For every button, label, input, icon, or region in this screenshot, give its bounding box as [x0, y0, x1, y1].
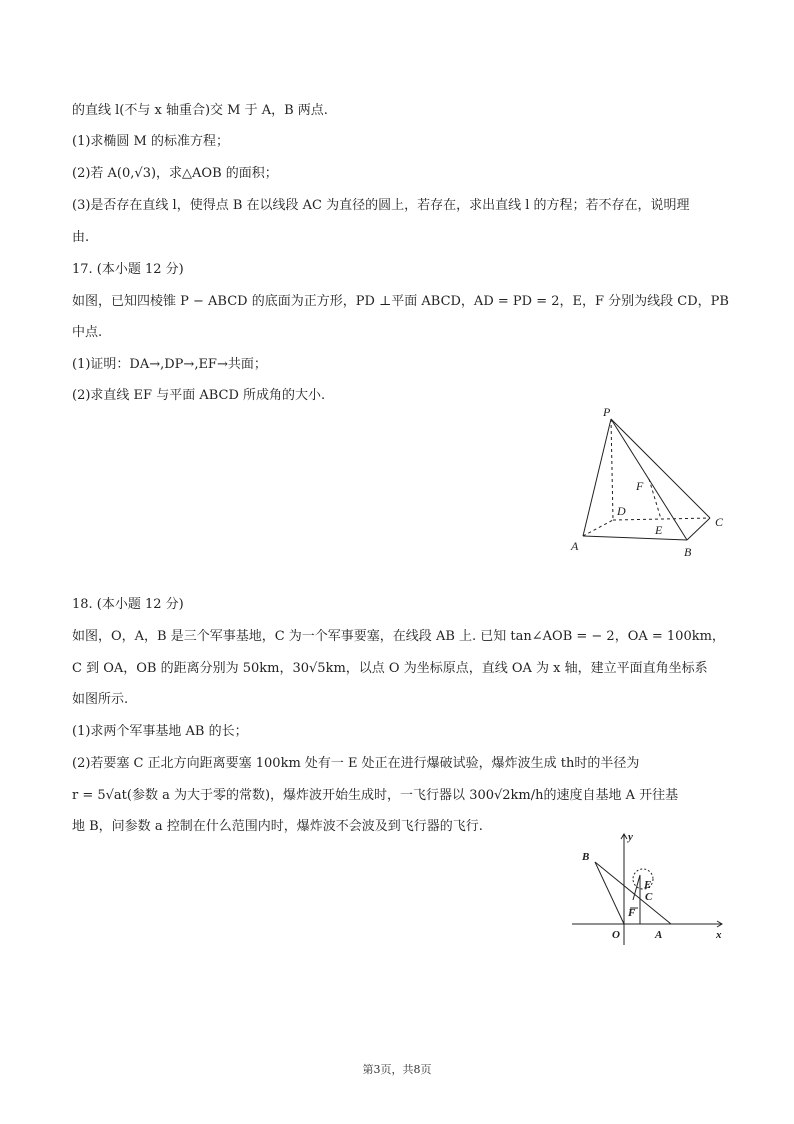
- pyramid-figure: [565, 402, 735, 567]
- text-line: (1)证明：DA→,DP→,EF→共面；: [72, 357, 267, 372]
- text-line: (2)若 A(0,√3)，求△AOB 的面积；: [72, 166, 278, 181]
- text-line: 的直线 l(不与 x 轴重合)交 M 于 A，B 两点.: [72, 103, 328, 118]
- text-line: 如图所示.: [72, 692, 129, 707]
- label-o: O: [612, 929, 620, 941]
- label-p: P: [603, 405, 611, 419]
- text-line: 中点.: [72, 325, 103, 340]
- label-f: F: [628, 907, 636, 919]
- question-17-heading: 17. (本小题 12 分): [72, 262, 184, 277]
- text-line: (2)求直线 EF 与平面 ABCD 所成角的大小.: [72, 388, 326, 403]
- label-c: C: [715, 515, 724, 529]
- text-line: (1)求椭圆 M 的标准方程；: [72, 134, 229, 149]
- text-line: 如图，O，A，B 是三个军事基地，C 为一个军事要塞，在线段 AB 上. 已知 tan∠AOB = − 2，OA = 100km，: [72, 629, 725, 644]
- question-18-heading: 18. (本小题 12 分): [72, 597, 184, 612]
- label-e: E: [644, 879, 652, 891]
- label-e: E: [655, 523, 663, 537]
- text-line: (1)求两个军事基地 AB 的长；: [72, 724, 248, 739]
- text-line: (3)是否存在直线 l，使得点 B 在以线段 AC 为直径的圆上，若存在，求出直线 l 的方程；若不存在，说明理: [72, 198, 690, 213]
- page-footer: 第3页，共8页: [362, 1063, 432, 1076]
- text-line: C 到 OA，OB 的距离分别为 50km，30√5km，以点 O 为坐标原点，直线 OA 为 x 轴，建立平面直角坐标系: [72, 661, 708, 676]
- label-d: D: [617, 504, 626, 518]
- label-c: C: [645, 891, 653, 903]
- text-line: 由.: [72, 230, 90, 245]
- label-b: B: [684, 545, 692, 559]
- label-f: F: [636, 479, 644, 493]
- text-line: (2)若要塞 C 正北方向距离要塞 100km 处有一 E 处正在进行爆破试验，爆炸波生成 th时的半径为: [72, 756, 640, 771]
- text-line: 如图，已知四棱锥 P − ABCD 的底面为正方形，PD ⊥平面 ABCD，AD = PD = 2，E，F 分别为线段 CD，PB: [72, 294, 729, 309]
- label-a: A: [571, 539, 579, 553]
- label-b: B: [582, 851, 590, 863]
- coordinate-figure: [570, 830, 730, 950]
- text-line: r = 5√at(参数 a 为大于零的常数)，爆炸波开始生成时，一飞行器以 300√2km/h的速度自基地 A 开往基: [72, 788, 679, 803]
- label-a: A: [655, 929, 663, 941]
- label-y: y: [628, 831, 633, 843]
- text-line: 地 B，问参数 a 控制在什么范围内时，爆炸波不会波及到飞行器的飞行.: [72, 819, 483, 834]
- label-x: x: [716, 929, 722, 941]
